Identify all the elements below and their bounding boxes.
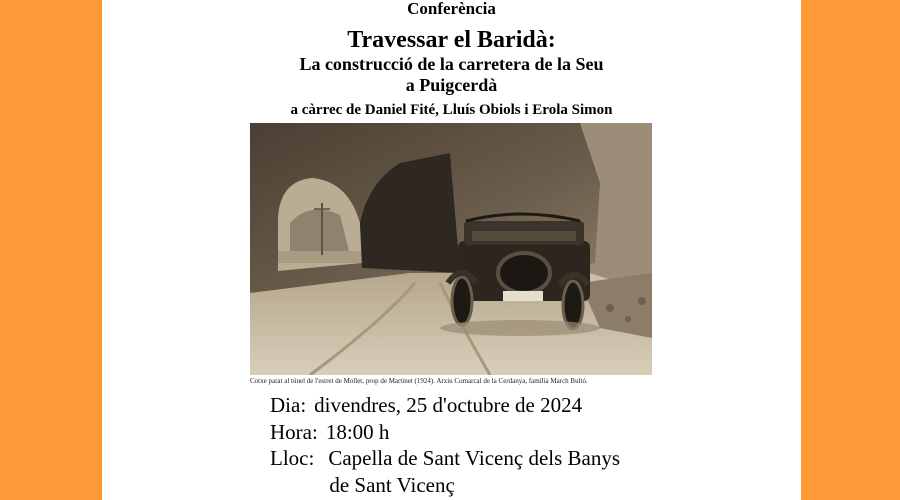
place-value-line-1: Capella de Sant Vicenç dels Banys [328,446,621,470]
date-row [270,392,620,419]
photo-caption: Cotxe parat al túnel de l'estret de Mollet, prop de Martinet (1924). Arxiu Comarcal de la Cerdanya, família March Bultó. [250,377,588,385]
left-orange-band [0,0,102,500]
poster-subtitle [102,54,801,96]
time-row [270,419,620,446]
photo-illustration [250,123,652,375]
place-label: Lloc: [270,446,315,470]
date-label: Dia: [270,393,307,417]
subtitle-line-2: a Puigcerdà [405,75,498,95]
time-label: Hora: [270,419,318,444]
date-value: divendres, 25 d'octubre de 2024 [314,393,583,417]
right-orange-band [801,0,900,500]
subtitle-line-1: La construcció de la carretera de la Seu [299,54,604,74]
poster-authors: a càrrec de Daniel Fité, Lluís Obiols i Erola Simon [290,102,613,118]
place-value-line-2: de Sant Vicenç [329,472,455,497]
event-type-label: Conferència [407,0,496,18]
conference-poster [102,0,801,500]
poster-title: Travessar el Baridà: [347,27,556,53]
place-value [328,445,620,498]
time-value: 18:00 h [325,419,390,444]
historic-car-tunnel-photo [250,123,652,375]
place-row [270,445,620,498]
event-details [270,392,620,498]
